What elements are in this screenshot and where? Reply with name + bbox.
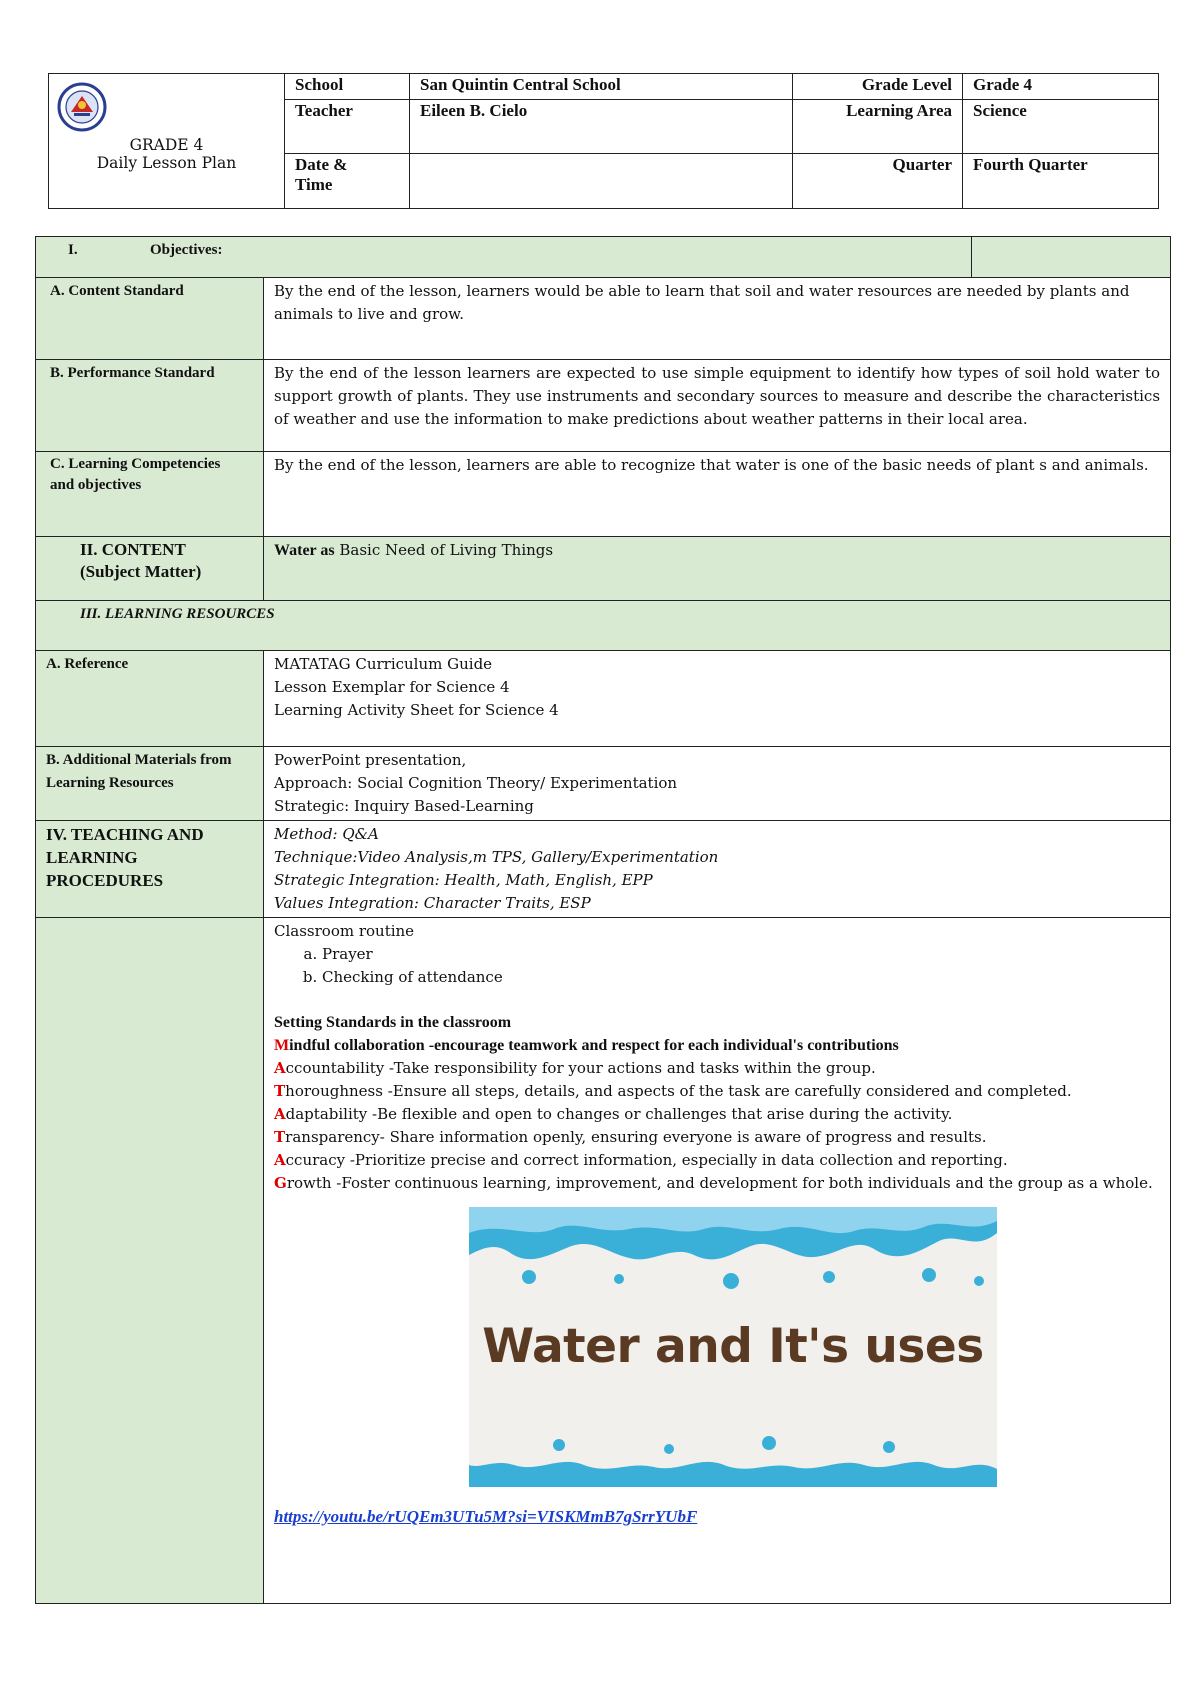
performance-standard-label: B. Performance Standard	[36, 360, 264, 452]
objectives-heading	[36, 237, 972, 278]
content-label: II. CONTENT (Subject Matter)	[36, 537, 264, 601]
standard-text: ransparency- Share information openly, ensuring everyone is aware of progress and results.	[285, 1128, 987, 1146]
grade-level-label: Grade Level	[793, 74, 963, 100]
school-value: San Quintin Central School	[410, 74, 793, 100]
procedure-item: Technique:Video Analysis,m TPS, Gallery/Experimentation	[274, 848, 719, 866]
reference-label: A. Reference	[36, 651, 264, 747]
time-label: Time	[295, 175, 333, 194]
standard-item	[274, 1034, 1160, 1057]
standard-text: rowth -Foster continuous learning, improvement, and development for both individuals and the group as a whole.	[286, 1174, 1153, 1192]
standard-letter: T	[274, 1082, 286, 1100]
additional-item: PowerPoint presentation,	[274, 751, 467, 769]
standard-letter: T	[274, 1128, 286, 1146]
standard-item	[274, 1080, 1160, 1103]
standard-item	[274, 1149, 1160, 1172]
content-rest: Basic Need of Living Things	[334, 541, 554, 559]
video-thumbnail[interactable]	[469, 1207, 997, 1487]
grade-level-value: Grade 4	[963, 74, 1159, 100]
procedure-item: Strategic Integration: Health, Math, English, EPP	[274, 871, 653, 889]
grade-text: GRADE 4	[129, 136, 204, 154]
standard-item	[274, 1103, 1160, 1126]
objectives-num: I.	[68, 242, 78, 258]
additional-item: Approach: Social Cognition Theory/ Experimentation	[274, 774, 678, 792]
routine-item: b. Checking of attendance	[322, 966, 1160, 989]
reference-item: Lesson Exemplar for Science 4	[274, 678, 510, 696]
standard-text: ccuracy -Prioritize precise and correct information, especially in data collection and reporting.	[285, 1151, 1008, 1169]
standard-text: horoughness -Ensure all steps, details, and aspects of the task are carefully considered and completed.	[285, 1082, 1072, 1100]
additional-materials-label: B. Additional Materials from Learning Resources	[36, 747, 264, 821]
teacher-label: Teacher	[285, 100, 410, 154]
routine-item: a. Prayer	[322, 943, 1160, 966]
standard-letter: G	[274, 1174, 287, 1192]
video-title: Water and It's uses	[482, 1319, 984, 1374]
header-table	[48, 73, 1159, 209]
content-standard-label: A. Content Standard	[36, 278, 264, 360]
objectives-empty	[972, 237, 1171, 278]
resources-heading: III. LEARNING RESOURCES	[36, 601, 1171, 651]
content-text	[264, 537, 1171, 601]
standard-text: ccountability -Take responsibility for your actions and tasks within the group.	[285, 1059, 876, 1077]
video-link[interactable]: https://youtu.be/rUQEm3UTu5M?si=VISKMmB7gSrrYUbF	[274, 1507, 698, 1526]
activity-label-cell	[36, 918, 264, 1604]
performance-standard-text: By the end of the lesson learners are expected to use simple equipment to identify how types of soil hold water to support growth of plants. They use instruments and secondary sources to measure and describe the characteristics of weather and use the information to make predictions about weather patterns in their local area.	[264, 360, 1171, 452]
deped-seal-icon	[57, 82, 107, 132]
standard-letter: M	[274, 1037, 290, 1054]
date-time-value	[410, 154, 793, 209]
standard-item	[274, 1172, 1160, 1195]
reference-item: MATATAG Curriculum Guide	[274, 655, 493, 673]
standard-item	[274, 1126, 1160, 1149]
objectives-label: Objectives:	[150, 242, 223, 258]
standard-item	[274, 1057, 1160, 1080]
procedure-item: Method: Q&A	[274, 825, 379, 843]
plan-type-text: Daily Lesson Plan	[96, 154, 237, 172]
standard-text: indful collaboration -encourage teamwork and respect for each individual's contributions	[289, 1037, 899, 1054]
lesson-plan-table	[35, 236, 1171, 1604]
standards-title: Setting Standards in the classroom	[274, 1014, 512, 1031]
teacher-value: Eileen B. Cielo	[410, 100, 793, 154]
standard-letter: A	[274, 1151, 286, 1169]
procedures-label: IV. TEACHING AND LEARNING PROCEDURES	[36, 821, 264, 918]
competencies-label: C. Learning Competencies and objectives	[36, 452, 264, 537]
date-label: Date &	[295, 155, 348, 174]
activity-cell	[264, 918, 1171, 1604]
reference-item: Learning Activity Sheet for Science 4	[274, 701, 559, 719]
routine-title: Classroom routine	[274, 922, 415, 940]
routine-list	[274, 943, 1160, 989]
content-bold: Water as	[274, 542, 335, 559]
learning-area-label: Learning Area	[793, 100, 963, 154]
date-time-label	[285, 154, 410, 209]
standards-list	[274, 1034, 1160, 1195]
quarter-label: Quarter	[793, 154, 963, 209]
procedures-list	[264, 821, 1171, 918]
standard-text: daptability -Be flexible and open to changes or challenges that arise during the activity.	[285, 1105, 953, 1123]
standard-letter: A	[274, 1059, 286, 1077]
content-standard-text: By the end of the lesson, learners would be able to learn that soil and water resources are needed by plants and animals to live and grow.	[264, 278, 1171, 360]
additional-materials-list	[264, 747, 1171, 821]
reference-list	[264, 651, 1171, 747]
additional-item: Strategic: Inquiry Based-Learning	[274, 797, 534, 815]
school-label: School	[285, 74, 410, 100]
learning-area-value: Science	[963, 100, 1159, 154]
quarter-value: Fourth Quarter	[963, 154, 1159, 209]
standard-letter: A	[274, 1105, 286, 1123]
logo-cell	[49, 74, 285, 209]
competencies-text: By the end of the lesson, learners are able to recognize that water is one of the basic needs of plant s and animals.	[264, 452, 1171, 537]
objectives-row	[36, 237, 1171, 278]
procedure-item: Values Integration: Character Traits, ESP	[274, 894, 591, 912]
